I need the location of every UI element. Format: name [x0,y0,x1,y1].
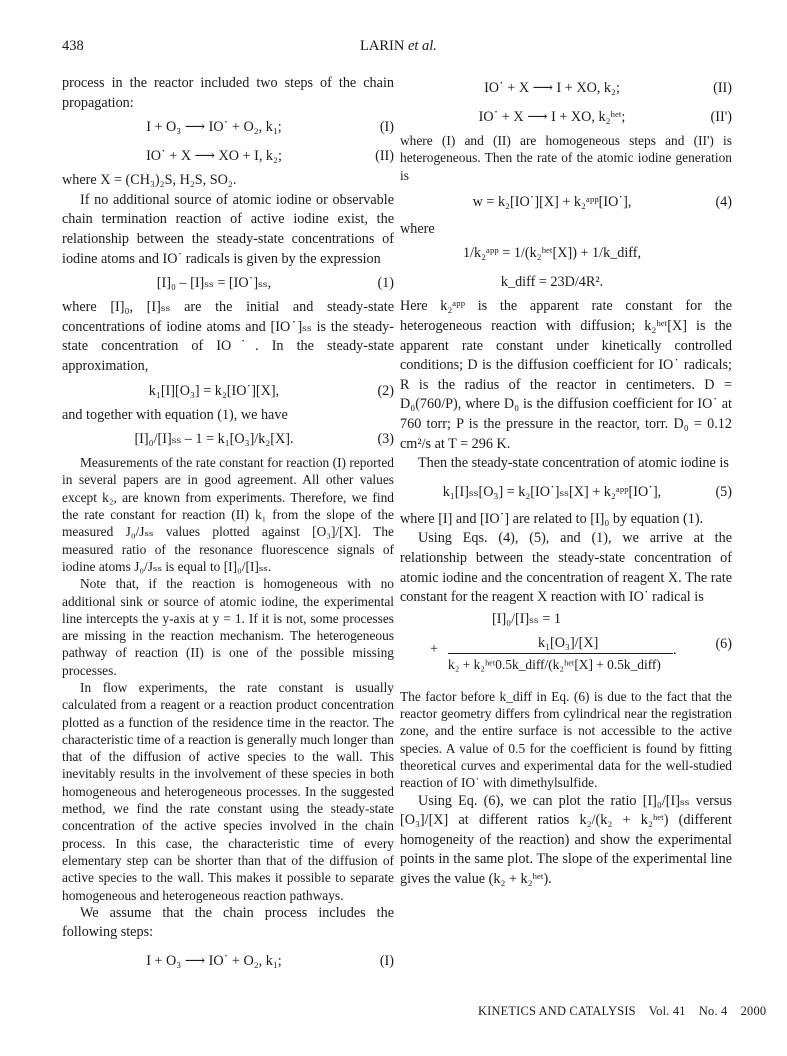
equation-formula: w = k₂[IO˙][X] + k₂ᵃᵖᵖ[IO˙], [472,193,632,210]
paragraph-steady-state: If no additional source of atomic iodine or observable chain termination reaction of active iodine exist, the relationship between the steady-state concentrations of iodine atoms and IO˙ radicals is given by the expression [62,191,394,267]
equation-3 [62,425,394,454]
paragraph-note: Note that, if the reaction is homogeneous with no additional sink or source of atomic iodine, the experimental line intercepts the y-axis at y = 1. If it is not, some processes are missing in the reaction mechanism. The heterogeneous pathway of reaction (II) is one of the possible missing processes. [62,576,394,678]
equation-number: (II) [713,80,732,96]
equation-number: (5) [715,483,732,500]
equation-number: (6) [715,635,732,652]
running-head-etal: et al. [404,38,437,54]
paragraph-assume: We assume that the chain process includes the following steps: [62,904,394,941]
running-head-authors: LARIN [360,38,405,54]
paragraph-where-initial: where [I]₀, [I]ₛₛ are the initial and steady-state concentrations of iodine atoms and [IO˙]ₛₛ is the steady-state concentration of IO˙. In the steady-state approximation, [62,299,394,374]
equation-number: (3) [377,431,394,448]
paragraph-where-x: where X = (CH₃)₂S, H₂S, SO₂. [62,172,237,189]
equation-formula: k₁[I][O₃] = k₂[IO˙][X], [148,382,280,399]
equation-number: (II') [710,109,732,125]
paragraph-where-related: where [I] and [IO˙] are related to [I]₀ by equation (1). [400,510,704,527]
paragraph-using-eqs: Using Eqs. (4), (5), and (1), we arrive at the relationship between the steady-state concentration of atomic iodine and the concentration of reagent X. The rate constant for the reagent X reaction with IO˙ radical is [400,530,732,606]
running-head [360,38,437,55]
equation-formula: I + O₃ ⟶ IO˙ + O₂, k₁; [146,953,282,970]
equation-formula: IO˙ + X ⟶ I + XO, k₂ʰᵉᵗ; [478,109,626,125]
equation-formula: IO˙ + X ⟶ XO + I, k₂; [146,148,282,165]
paragraph-where: where [400,220,435,237]
equation-number: (II) [375,148,394,165]
equation-II-second [400,74,732,103]
equation-I-first [62,113,394,142]
equation-5 [400,474,732,510]
equation-II-first [62,142,394,171]
equation-k-apparent [400,239,732,268]
equation-formula: 1/k₂ᵃᵖᵖ = 1/(k₂ʰᵉᵗ[X]) + 1/k_diff, [462,245,642,262]
paragraph-together: and together with equation (1), we have [62,406,288,423]
footer-journal: KINETICS AND CATALYSIS [478,1004,636,1018]
paragraph-measurements: Measurements of the rate constant for reaction (I) reported in several papers are in good agreement. All other values except k₂, are known from experiments. Therefore, we find the rate constant for reaction (II) k₁ from the slope of the measured J₀/Jₛₛ values plotted against [O₃]/[X]. The measured ratio of the resonance fluorescence signals of iodine atoms J₀/Jₛₛ is equal to [I]₀/[I]ₛₛ. [62,455,394,574]
fraction-bar [448,653,673,654]
footer-issue: No. 4 [698,1004,728,1018]
equation-number: (1) [377,275,394,292]
equation-6-plus: + [430,640,439,657]
paragraph-factor: The factor before k_diff in Eq. (6) is due to the fact that the reactor geometry differs from cylindrical near the registration zone, and the entire surface is not accessible to the active species. A value of 0.5 for the coefficient is found by fitting theoretical curves and experimental data for the well-studied reaction of IO˙ with dimethylsulfide. [400,688,732,791]
paragraph-then: Then the steady-state concentration of atomic iodine is [418,455,729,472]
left-column [62,74,394,979]
equation-formula: [I]₀/[I]ₛₛ – 1 = k₁[O₃]/k₂[X]. [134,431,294,448]
footer-volume: Vol. 41 [648,1004,686,1018]
equation-formula: [I]₀ – [I]ₛₛ = [IO˙]ₛₛ, [156,275,272,292]
equation-6-numerator: k₁[O₃]/[X] [538,634,599,651]
paragraph-homogeneous-steps: where (I) and (II) are homogeneous steps and (II') is heterogeneous. Then the rate of the atomic iodine generation is [400,133,732,183]
equation-1 [62,269,394,298]
equation-2 [62,377,394,406]
equation-6 [400,608,732,688]
journal-footer [478,1004,766,1019]
equation-number: (I) [379,953,394,970]
equation-4 [400,184,732,220]
equation-I-second [62,943,394,979]
paragraph-flow-experiments: In flow experiments, the rate constant is usually calculated from a reagent or a reaction product concentration plotted as a function of the residence time in the reactor. The characteristic time of a reaction is generally much longer than that of the diffusion of active species to the wall. This inevitably results in the involvement of these species in both homogeneous and heterogeneous processes. In the suggested method, we find the rate constant using the steady-state concentration of the active species involved in the chain process. In this case, the characteristic time of every elementary step can be shorter than that of the diffusion of active species to the wall. This makes it possible to separate homogeneous and heterogeneous reaction pathways. [62,679,394,903]
equation-formula: k₁[I]ₛₛ[O₃] = k₂[IO˙]ₛₛ[X] + k₂ᵃᵖᵖ[IO˙], [442,483,662,500]
paragraph-intro: process in the reactor included two steps of the chain propagation: [62,75,394,111]
footer-year: 2000 [740,1004,767,1018]
equation-6-period: . [673,641,677,658]
right-column [400,74,732,890]
equation-number: (2) [377,382,394,399]
equation-formula: I + O₃ ⟶ IO˙ + O₂, k₁; [146,119,282,136]
equation-number: (4) [715,193,732,210]
paragraph-here-definitions: Here k₂ᵃᵖᵖ is the apparent rate constant for the heterogeneous reaction with diffusion; k₂ʰᵉᵗ[X] is the apparent rate constant under kinetically controlled conditions; D is the diffusion coefficient for IO˙ radicals; R is the radius of the reactor in centimeters. D = D₀(760/P), where D₀ is the diffusion coefficient for IO˙ at 760 torr; P is the pressure in the reactor, torr. D₀ = 0.12 cm²/s at T = 296 K. [400,298,732,452]
equation-formula: IO˙ + X ⟶ I + XO, k₂; [484,80,620,96]
page-number: 438 [62,38,84,54]
equation-6-lhs: [I]₀/[I]ₛₛ = 1 [492,610,561,627]
equation-II-prime [400,103,732,132]
equation-formula: k_diff = 23D/4R². [500,274,604,291]
paragraph-using-eq6: Using Eq. (6), we can plot the ratio [I]₀/[I]ₛₛ versus [O₃]/[X] at different ratios k₂/(k₂ + k₂ʰᵉᵗ) (different homogeneity of the reaction) and show the experimental points in the same plot. The slope of the experimental line gives the value (k₂ + k₂ʰᵉᵗ). [400,792,732,887]
equation-number: (I) [379,119,394,136]
equation-k-diff [400,268,732,297]
equation-6-denominator: k₂ + k₂ʰᵉᵗ0.5k_diff/(k₂ʰᵉᵗ[X] + 0.5k_diff) [448,656,661,672]
